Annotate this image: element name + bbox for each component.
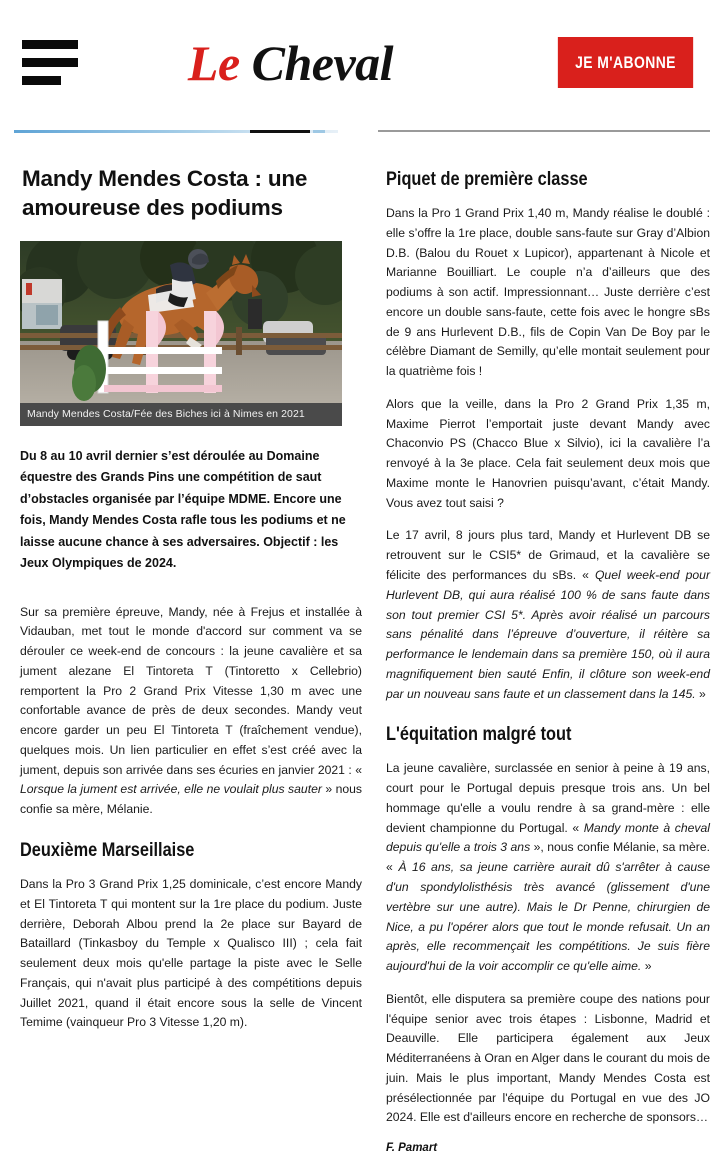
right-p3-quote: Quel week-end pour Hurlevent DB, qui aura réalisé 100 % de sans faute dans son tout premier CSI 5*. Après avoir réalisé un parcours sans pénalité dans l’épreuve d’ouverture, il réitère sa performance le lendemain dans sa première 150, où il aura magnifiquement bien sauté Enfin, il clôture son week-end par un nouveau sans faute et un classement dans la 145. (386, 568, 710, 701)
left-p1-part-a: Sur sa première épreuve, Mandy, née à Frejus et installée à Vidauban, met tout le monde d'accord sur comment va se dérouler ce week-end de concours : la jeune cavalière et sa jument alezane El Tintoreta T (Tintoretto x Cellebrio) remportent la Pro 2 Grand Prix Vitesse 1,30 m avec une confortable avance de près de deux secondes. Mandy veut encore garder un peu El Tintoreta T (fraîchement vendue), quelques mois. Un lien particulier en effet s’est créé avec la jument, depuis son arrivée dans ses écuries en janvier 2021 : « (20, 604, 362, 777)
left-paragraph-2: Dans la Pro 3 Grand Prix 1,25 dominicale, c’est encore Mandy et El Tintoreta T qui montent sur la 1re place du podium. Juste derrière, Deborah Albou prend la 2e place sur Bayard de Bataillard (Tinkasboy du Temple x Qualisco III) ; cela fait seulement deux mois qu'elle partage la piste avec le Selle Français, qui n'avait plus participé à des compétitions depuis Juillet 2021, quand il était encore sous la selle de Vincent Temime (vainqueur Pro 3 Vitesse 1,20 m). (20, 877, 362, 1030)
article-lede: Du 8 au 10 avril dernier s’est déroulée au Domaine équestre des Grands Pins une compétition de saut d’obstacles organisée par l’équipe MDME. Encore une fois, Mandy Mendes Costa rafle tous les podiums et ne laisse aucune chance à ses adversaires. Objectif : les Jeux Olympiques de 2024. (20, 448, 346, 571)
page-title: Mandy Mendes Costa : une amoureuse des podiums (22, 166, 308, 220)
site-logo[interactable] (38, 34, 543, 91)
subscribe-button[interactable]: JE M'ABONNE (558, 37, 693, 88)
logo-word-cheval: Cheval (251, 34, 394, 91)
article-figure (20, 241, 342, 426)
right-column (386, 139, 710, 1154)
right-p3-part-b: » (695, 686, 706, 701)
right-p4-quote-1: Mandy monte à cheval depuis qu'elle a trois 3 ans (386, 820, 710, 855)
article-photo (20, 241, 342, 403)
right-section-heading-1: Piquet de première classe (386, 169, 588, 190)
right-paragraph-1: Dans la Pro 1 Grand Prix 1,40 m, Mandy réalise le doublé : elle s’offre la 1re place, double sans-faute sur Gray d’Albion D.B. (Balou du Rouet x Lupicor), appartenant à Nicole et Marianne Bouilliart. Le couple n’a d’ailleurs que des podiums à son actif. Impressionnant… Juste derrière c’est encore un double sans-faute, cette fois avec le hongre sBs de 9 ans Hurlevent D.B., fils de Copin Van De Boy par le célèbre Diamant de Semilly, qu’elle montait seulement pour la quatrième fois ! (386, 206, 710, 379)
right-section-heading-2: L'équitation malgré tout (386, 724, 572, 746)
column-spacer (14, 575, 362, 603)
right-paragraph-5: Bientôt, elle disputera sa première coupe des nations pour l'équipe senior avec trois étapes : Lisbonne, Madrid et Deauville. Elle participera également aux Jeux Méditerranéens à Oran en Alger dans le courant du mois de juin. Mais le plus important, Mandy Mendes Costa est présélectionnée par l'équipe du Portugal en vue des JO 2024. Elle est d'ailleurs encore en recherche de sponsors… (386, 991, 710, 1125)
article-byline: F. Pamart (386, 1142, 438, 1154)
logo-word-le: Le (187, 34, 252, 91)
header-divider (0, 125, 724, 139)
right-p3-part-a: Le 17 avril, 8 jours plus tard, Mandy et Hurlevent DB se retrouvent sur le CSI5* de Grimaud, et la cavalière se félicite des performances du sBs. « (386, 528, 710, 583)
right-paragraph-2: Alors que la veille, dans la Pro 2 Grand Prix 1,35 m, Maxime Pierrot l’emportait juste devant Mandy avec Chaconvio PS (Chacco Blue x Silvio), ici la cavalière l’a renvoyé à la 3e place. Cela fait seulement deux mois que Maxime monte le Hanovrien puisqu’avant, c’était Mandy. Vous avez tout saisi ? (386, 396, 710, 510)
right-paragraph-4 (386, 759, 710, 976)
right-p4-part-a: La jeune cavalière, surclassée en senior à peine à 19 ans, court pour le Portugal depuis presque trois ans. Un bel hommage qu'elle a voulu rendre à sa grand-mère : elle devient championne du Portugal. « (386, 761, 710, 835)
right-p4-part-c: » (641, 959, 652, 974)
site-header (0, 0, 724, 125)
article-columns (0, 139, 724, 1154)
right-p4-quote-2: À 16 ans, sa jeune carrière aurait dû s'arrêter à cause d'un spondylolisthésis très avancé (glissement d'une vertèbre sur une autre). Mais le Dr Penne, chirurgien de Nice, a pu l'opérer alors que tout le monde refusait. Un an après, elle recommençait les compétitions. Je suis fière aujourd'hui de la voir accomplir ce qu'elle aime. (386, 860, 710, 974)
right-paragraph-3 (386, 526, 710, 704)
left-paragraph-1 (20, 603, 362, 820)
left-p1-quote: Lorsque la jument est arrivée, elle ne voulait plus sauter (20, 782, 322, 797)
photo-caption: Mandy Mendes Costa/Fée des Biches ici à Nimes en 2021 (20, 403, 342, 426)
right-p4-part-b: », nous confie Mélanie, sa mère. « (386, 840, 710, 875)
left-section-heading: Deuxième Marseillaise (20, 840, 195, 862)
divider-left-tip (313, 130, 325, 133)
divider-right-gray (378, 130, 710, 132)
subscribe-button-container (543, 37, 708, 88)
showjumping-photo-illustration (20, 241, 342, 403)
left-column (14, 139, 362, 1154)
left-p1-part-b: » nous confie sa mère, Mélanie. (20, 782, 362, 817)
divider-left-black-segment (250, 130, 310, 133)
